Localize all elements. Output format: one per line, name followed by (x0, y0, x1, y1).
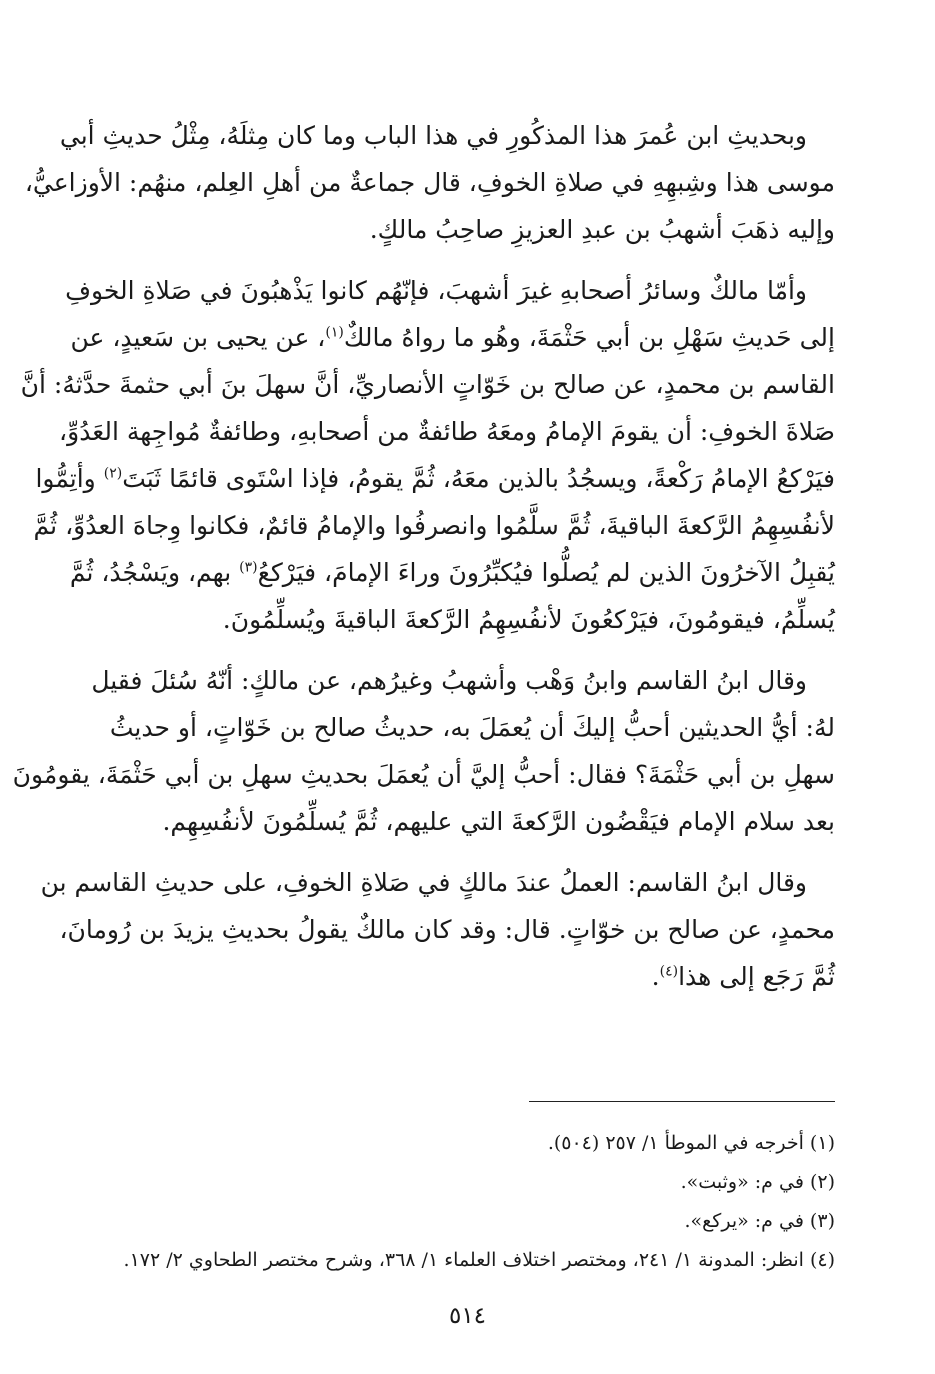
text-line: وإليه ذهَبَ أشهبُ بن عبدِ العزيزِ صاحِبُ مالكٍ. (369, 215, 835, 244)
paragraph-4 (40, 859, 835, 1000)
text-segment: يُقبِلُ الآخرُونَ الذين لم يُصلُّوا فيُكبِّرُونَ وراءَ الإمامَ، فيَرْكعُ (257, 558, 835, 587)
text-line: موسى هذا وشِبهِهِ في صلاةِ الخوفِ، قال جماعةٌ من أهلِ العِلم، منهُم: الأوزاعيُّ، (24, 168, 835, 197)
paragraph-1 (24, 112, 835, 253)
text-line: لهُ: أيُّ الحديثين أحبُّ إليكَ أن يُعمَلَ به، حديثُ صالح بن خَوّاتٍ، أو حديثُ (109, 713, 835, 742)
footnote-3: (٣) في م: «يركع». (684, 1210, 835, 1232)
text-segment: ثُمَّ رَجَع إلى هذا (678, 962, 835, 991)
page-number: ٥١٤ (448, 1303, 487, 1329)
main-text (12, 112, 835, 1000)
text-segment: بهم، ويَسْجُدُ، ثُمَّ (69, 558, 240, 587)
text-line: يُسلِّمُ، فيقومُونَ، فيَرْكعُونَ لأنفُسِهِمُ الرَّكعةَ الباقيةَ ويُسلِّمُونَ. (222, 605, 835, 634)
paragraph-2 (20, 267, 835, 643)
text-line: وبحديثِ ابن عُمرَ هذا المذكُورِ في هذا الباب وما كان مِثلَهُ، مِثْلُ حديثِ أبي (59, 121, 807, 150)
footnote-divider (529, 1101, 835, 1102)
text-segment: إلى حَديثِ سَهْلِ بن أبي حَثْمَةَ، وهُو ما رواهُ مالكٌ (343, 323, 835, 352)
text-line: بعد سلام الإمام فيَقْضُون الرَّكعةَ التي عليهم، ثُمَّ يُسلِّمُونَ لأنفُسِهِم. (162, 807, 835, 836)
text-segment: . (651, 962, 660, 991)
footnote-1: (١) أخرجه في الموطأ ١/ ٢٥٧ (٥٠٤). (547, 1132, 835, 1154)
text-segment: ، عن يحيى بن سَعيدٍ، عن (70, 323, 326, 352)
footnote-2: (٢) في م: «وثبت». (680, 1171, 835, 1193)
text-line: وقال ابنُ القاسم: العملُ عندَ مالكٍ في صَلاةِ الخوفِ، على حديثِ القاسم بن (40, 868, 807, 897)
footnote-ref-3[interactable]: (٣) (239, 559, 258, 576)
text-line: لأنفُسِهِمُ الرَّكعةَ الباقيةَ، ثُمَّ سلَّمُوا وانصرفُوا والإمامُ قائمٌ، فكانوا وِجاهَ العدُوِّ، ثُمَّ (33, 511, 835, 540)
footnotes (90, 1124, 835, 1280)
text-line: وقال ابنُ القاسم وابنُ وَهْب وأشهبُ وغيرُهم، عن مالكٍ: أنّهُ سُئلَ فقيل (91, 666, 807, 695)
paragraph-3 (12, 657, 835, 845)
text-line: صَلاةَ الخوفِ: أن يقومَ الإمامُ ومعَهُ طائفةٌ من أصحابهِ، وطائفةٌ مُواجِهة العَدُوِّ، (59, 417, 835, 446)
text-segment: وأتِمُّوا (35, 464, 104, 493)
footnote-4: (٤) انظر: المدونة ١/ ٢٤١، ومختصر اختلاف العلماء ١/ ٣٦٨، وشرح مختصر الطحاوي ٢/ ١٧٢. (123, 1249, 835, 1271)
text-line: محمدٍ، عن صالح بن خوّاتٍ. قال: وقد كان مالكٌ يقولُ بحديثِ يزيدَ بن رُومانَ، (59, 915, 835, 944)
footnote-ref-1[interactable]: (١) (325, 324, 344, 341)
text-line (69, 549, 835, 596)
footnote-ref-4[interactable]: (٤) (659, 963, 679, 980)
text-line: القاسم بن محمدٍ، عن صالح بن خَوّاتٍ الأنصاريِّ، أنَّ سهلَ بنَ أبي حثمةَ حدَّثهُ: أنَّ (20, 370, 835, 399)
text-line (90, 953, 835, 1000)
text-line (70, 314, 835, 361)
footnote-ref-2[interactable]: (٢) (103, 465, 123, 482)
text-line: وأمّا مالكٌ وسائرُ أصحابهِ غيرَ أشهبَ، فإنّهُم كانوا يَذْهبُونَ في صَلاةِ الخوفِ (65, 276, 807, 305)
text-line: سهلِ بن أبي حَثْمَةَ؟ فقال: أحبُّ إليَّ أن يُعمَلَ بحديثِ سهلِ بن أبي حَثْمَةَ، يقومُونَ (12, 760, 835, 789)
text-line (35, 455, 835, 502)
text-segment: فيَرْكعُ الإمامُ رَكْعةً، ويسجُدُ بالذين معَهُ، ثُمَّ يقومُ، فإذا اسْتَوى قائمًا ثَبَتَ (122, 464, 835, 493)
